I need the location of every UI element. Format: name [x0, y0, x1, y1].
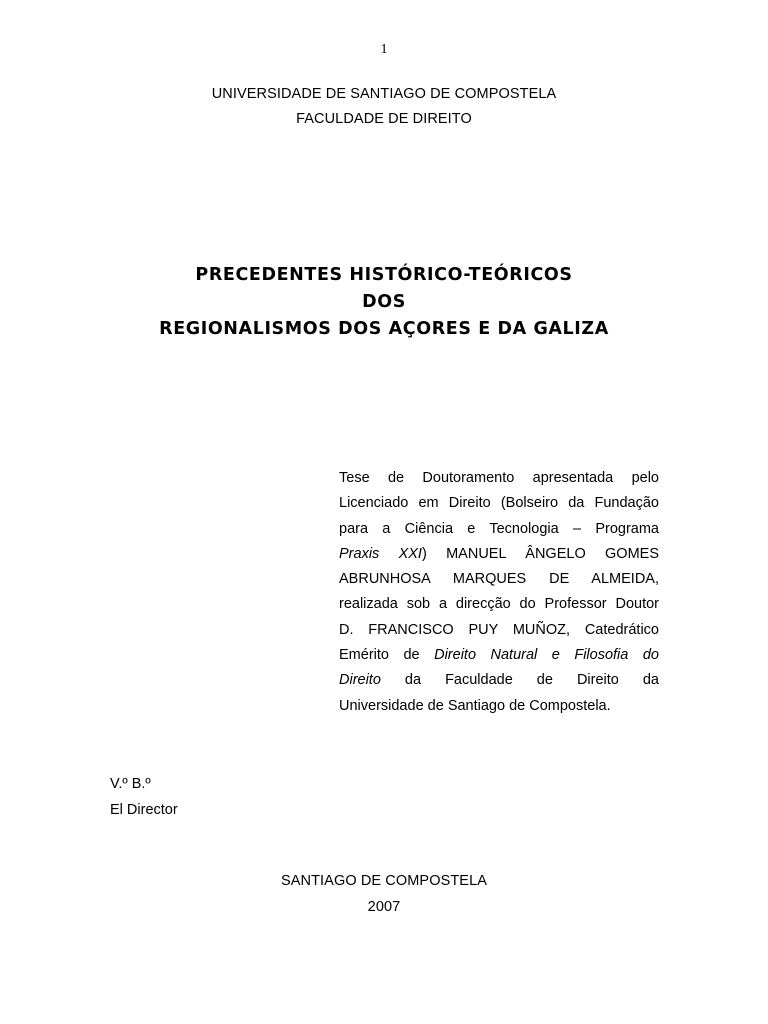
- approval-block: [110, 771, 178, 823]
- thesis-title: [0, 262, 768, 343]
- description-line: [339, 542, 659, 567]
- footer-year: 2007: [367, 899, 401, 915]
- description-line: D. FRANCISCO PUY MUÑOZ, Catedrático: [339, 621, 659, 638]
- page-number: 1: [380, 42, 388, 57]
- description-line: Tese de Doutoramento apresentada pelo: [339, 470, 659, 486]
- description-text: Emérito de: [339, 647, 435, 664]
- subject-name-cont: Direito: [339, 672, 381, 689]
- title-line-1: PRECEDENTES HISTÓRICO-TEÓRICOS: [195, 265, 573, 285]
- approval-vob: V.º B.º: [110, 776, 151, 792]
- description-line: ABRUNHOSA MARQUES DE ALMEIDA,: [339, 571, 659, 588]
- description-line: [339, 643, 659, 668]
- university-name: UNIVERSIDADE DE SANTIAGO DE COMPOSTELA: [211, 86, 557, 102]
- description-text: da Faculdade de Direito da: [380, 672, 659, 689]
- author-name: ) MANUEL ÂNGELO GOMES: [421, 545, 660, 562]
- faculty-name: FACULDADE DE DIREITO: [296, 111, 472, 127]
- description-line: Universidade de Santiago de Compostela.: [339, 697, 611, 714]
- approval-director: El Director: [110, 802, 178, 818]
- description-line: Licenciado em Direito (Bolseiro da Fundação: [339, 495, 659, 512]
- subject-name: Direito Natural e Filosofia do: [434, 647, 659, 664]
- title-line-3: REGIONALISMOS DOS AÇORES E DA GALIZA: [159, 319, 609, 339]
- description-line: [339, 668, 659, 693]
- thesis-description: [339, 466, 659, 719]
- footer-city: SANTIAGO DE COMPOSTELA: [280, 873, 488, 889]
- description-line: realizada sob a direcção do Professor Doutor: [339, 596, 659, 613]
- description-line: para a Ciência e Tecnologia – Programa: [339, 520, 659, 537]
- title-line-2: DOS: [362, 292, 406, 312]
- program-name: Praxis XXI: [339, 545, 422, 562]
